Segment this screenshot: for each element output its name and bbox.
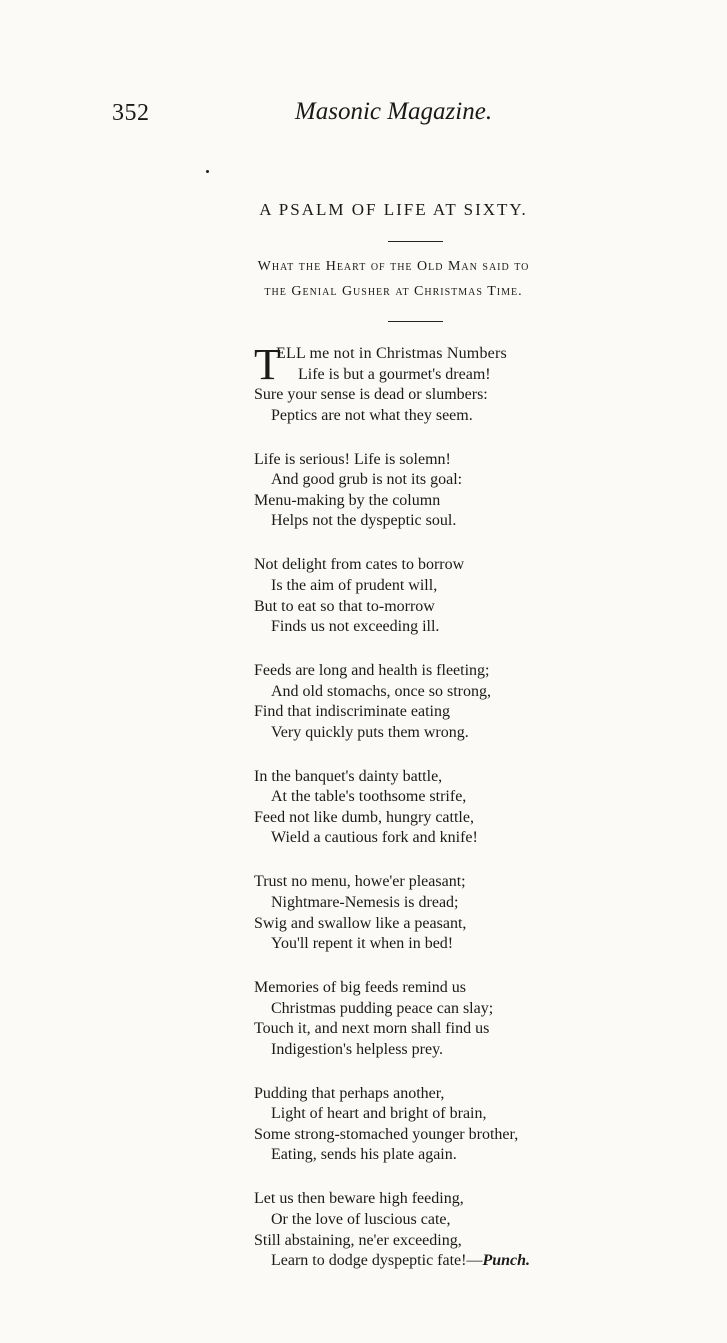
poem-line: Feeds are long and health is fleeting; [254, 662, 490, 680]
page-number: 352 [112, 100, 150, 126]
poem-line: Peptics are not what they seem. [271, 406, 473, 424]
stanza-2 [254, 450, 594, 532]
poem-line: Or the love of luscious cate, [271, 1210, 451, 1228]
poem-line: Let us then beware high feeding, [254, 1190, 464, 1208]
title-rule [388, 241, 443, 242]
poem-line: Trust no menu, howe'er pleasant; [254, 873, 466, 891]
stanza-3 [254, 555, 594, 637]
poem-line: Pudding that perhaps another, [254, 1084, 445, 1102]
poem-line: And old stomachs, once so strong, [271, 682, 491, 700]
poem-line: Swig and swallow like a peasant, [254, 914, 467, 932]
subtitle-rule [388, 321, 443, 322]
poem-line-text: Learn to dodge dyspeptic fate!— [271, 1252, 483, 1270]
print-speck [206, 170, 209, 173]
poem-line: Nightmare-Nemesis is dread; [271, 893, 459, 911]
stanza-5 [254, 767, 594, 849]
poem-line: Finds us not exceeding ill. [271, 618, 440, 636]
poem-line: Not delight from cates to borrow [254, 556, 465, 574]
subtitle-line-2: the Genial Gusher at Christmas Time. [264, 284, 523, 299]
poem-line: Is the aim of prudent will, [271, 576, 438, 594]
poem-line: Eating, sends his plate again. [271, 1146, 457, 1164]
stanza-6 [254, 872, 594, 954]
attribution: Punch. [482, 1252, 531, 1270]
poem-line: In the banquet's dainty battle, [254, 767, 443, 785]
poem-line: Light of heart and bright of brain, [271, 1105, 487, 1123]
stanza-7 [254, 978, 594, 1060]
stanza-9 [254, 1189, 594, 1271]
poem-line: And good grub is not its goal: [271, 471, 463, 489]
poem-line: Christmas pudding peace can slay; [271, 999, 494, 1017]
poem-line: Find that indiscriminate eating [254, 703, 450, 721]
poem-line: Still abstaining, ne'er exceeding, [254, 1231, 462, 1249]
poem-line: Life is but a gourmet's dream! [298, 365, 491, 383]
stanza-8 [254, 1084, 594, 1166]
poem-line: Helps not the dyspeptic soul. [271, 512, 457, 530]
poem-title: A PSALM OF LIFE AT SIXTY. [259, 200, 528, 219]
poem-line: Memories of big feeds remind us [254, 979, 466, 997]
poem-line: You'll repent it when in bed! [271, 935, 454, 953]
poem-line: Touch it, and next morn shall find us [254, 1020, 490, 1038]
poem-line-final [254, 1251, 594, 1272]
poem-line: At the table's toothsome strife, [271, 788, 467, 806]
running-head: Masonic Magazine. [294, 98, 493, 125]
poem-line: Menu-making by the column [254, 491, 441, 509]
poem-line: But to eat so that to-morrow [254, 597, 435, 615]
poem-line: Some strong-stomached younger brother, [254, 1125, 519, 1143]
poem-line: Feed not like dumb, hungry cattle, [254, 808, 474, 826]
page-header [0, 96, 727, 130]
poem-line: Sure your sense is dead or slumbers: [254, 386, 488, 404]
subtitle-line-1: What the Heart of the Old Man said to [257, 259, 530, 274]
poem-body [254, 340, 594, 1295]
stanza-1 [254, 340, 594, 426]
poem-line: ELL me not in Christmas Numbers [276, 345, 507, 362]
poem-line: Very quickly puts them wrong. [271, 723, 469, 741]
stanza-4 [254, 661, 594, 743]
poem-line: Indigestion's helpless prey. [271, 1040, 444, 1058]
poem-line: Wield a cautious fork and knife! [271, 829, 478, 847]
drop-cap: T [254, 340, 281, 389]
poem-line: Life is serious! Life is solemn! [254, 450, 451, 468]
